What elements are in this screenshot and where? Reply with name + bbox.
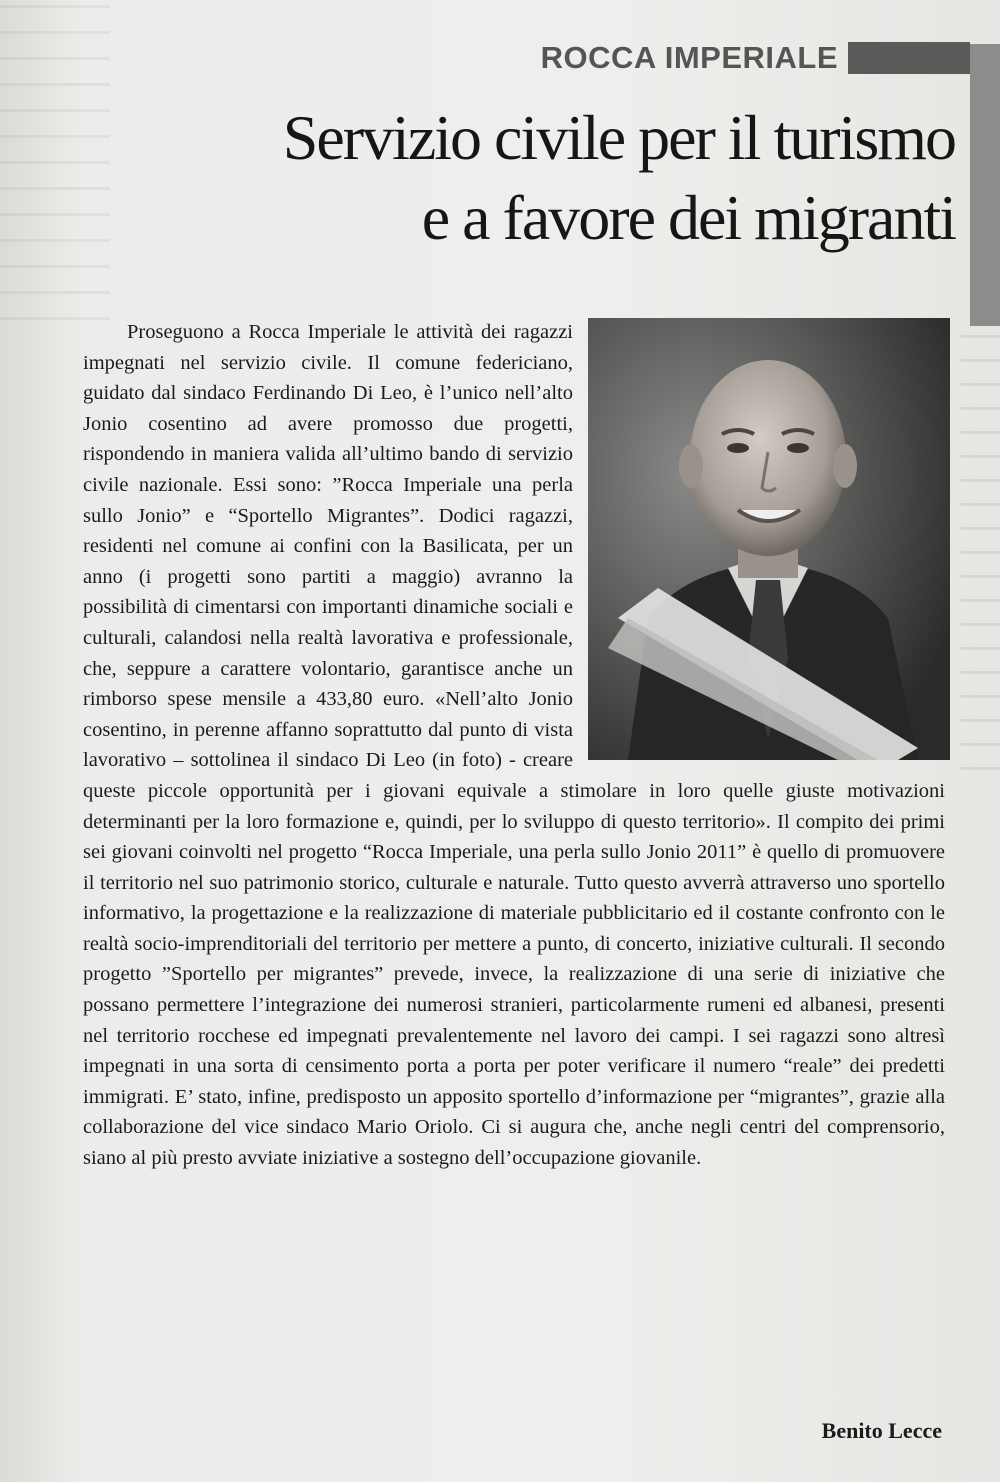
byline: Benito Lecce xyxy=(821,1418,942,1443)
headline xyxy=(140,98,955,258)
bleed-through-text-right xyxy=(960,330,1000,770)
photo-wrap-space xyxy=(573,317,945,771)
bleed-through-text-left xyxy=(0,0,110,320)
section-kicker: ROCCA IMPERIALE xyxy=(540,40,838,75)
headline-line-2: e a favore dei migranti xyxy=(421,182,955,253)
article-body xyxy=(83,317,945,1174)
article-paragraph: Proseguono a Rocca Imperiale le attività dei ragazzi impegnati nel servizio civile. Il comune federiciano, guidato dal sindaco Ferdinando Di Leo, è l’unico nell’alto Jonio cosentino ad avere promosso due progetti, rispondendo in maniera valida all’ultimo bando di servizio civile nazionale. Essi sono: ”Rocca Imperiale una perla sullo Jonio” e “Sportello Migrantes”. Dodici ragazzi, residenti nel comune ai confini con la Basilicata, per un anno (i progetti sono partiti a maggio) avranno la possibilità di cimentarsi con importanti dinamiche sociali e culturali, calandosi nella realtà lavorativa e professionale, che, seppure a carattere volontario, garantisce anche un rimborso spese mensile a 433,80 euro. «Nell’alto Jonio cosentino, in perenne affanno soprattutto dal punto di vista lavorativo – sottolinea il sindaco Di Leo (in foto) - creare queste piccole opportunità per i giovani equivale a stimolare in loro quelle giuste motivazioni determinanti per la loro formazione e, quindi, per lo sviluppo di questo territorio». Il compito dei primi sei giovani coinvolti nel progetto “Rocca Imperiale, una perla sullo Jonio 2011” è quello di promuovere il territorio nel suo patrimonio storico, culturale e naturale. Tutto questo avverrà attraverso uno sportello informativo, la progettazione e la realizzazione di materiale pubblicitario ed il costante confronto con le realtà socio-imprenditoriali del territorio per mettere a punto, di concerto, iniziative culturali. Il secondo progetto ”Sportello per migrantes” prevede, invece, la realizzazione di una serie di iniziative che possano permettere l’integrazione dei numerosi stranieri, particolarmente rumeni ed albanesi, presenti nel territorio rocchese ed impegnati prevalentemente nel lavoro dei campi. I sei ragazzi sono altresì impegnati in una sorta di censimento porta a porta per poter verificare il numero “reale” dei predetti immigrati. E’ stato, infine, predisposto un apposito sportello d’informazione per “migrantes”, grazie alla collaborazione del vice sindaco Mario Oriolo. Ci si augura che, anche negli centri del comprensorio, siano al più presto avviate iniziative a sostegno dell’occupazione giovanile. xyxy=(83,321,945,1170)
decorative-side-bar xyxy=(970,44,1000,326)
headline-line-1: Servizio civile per il turismo xyxy=(282,102,955,173)
kicker-grey-block xyxy=(848,42,970,74)
